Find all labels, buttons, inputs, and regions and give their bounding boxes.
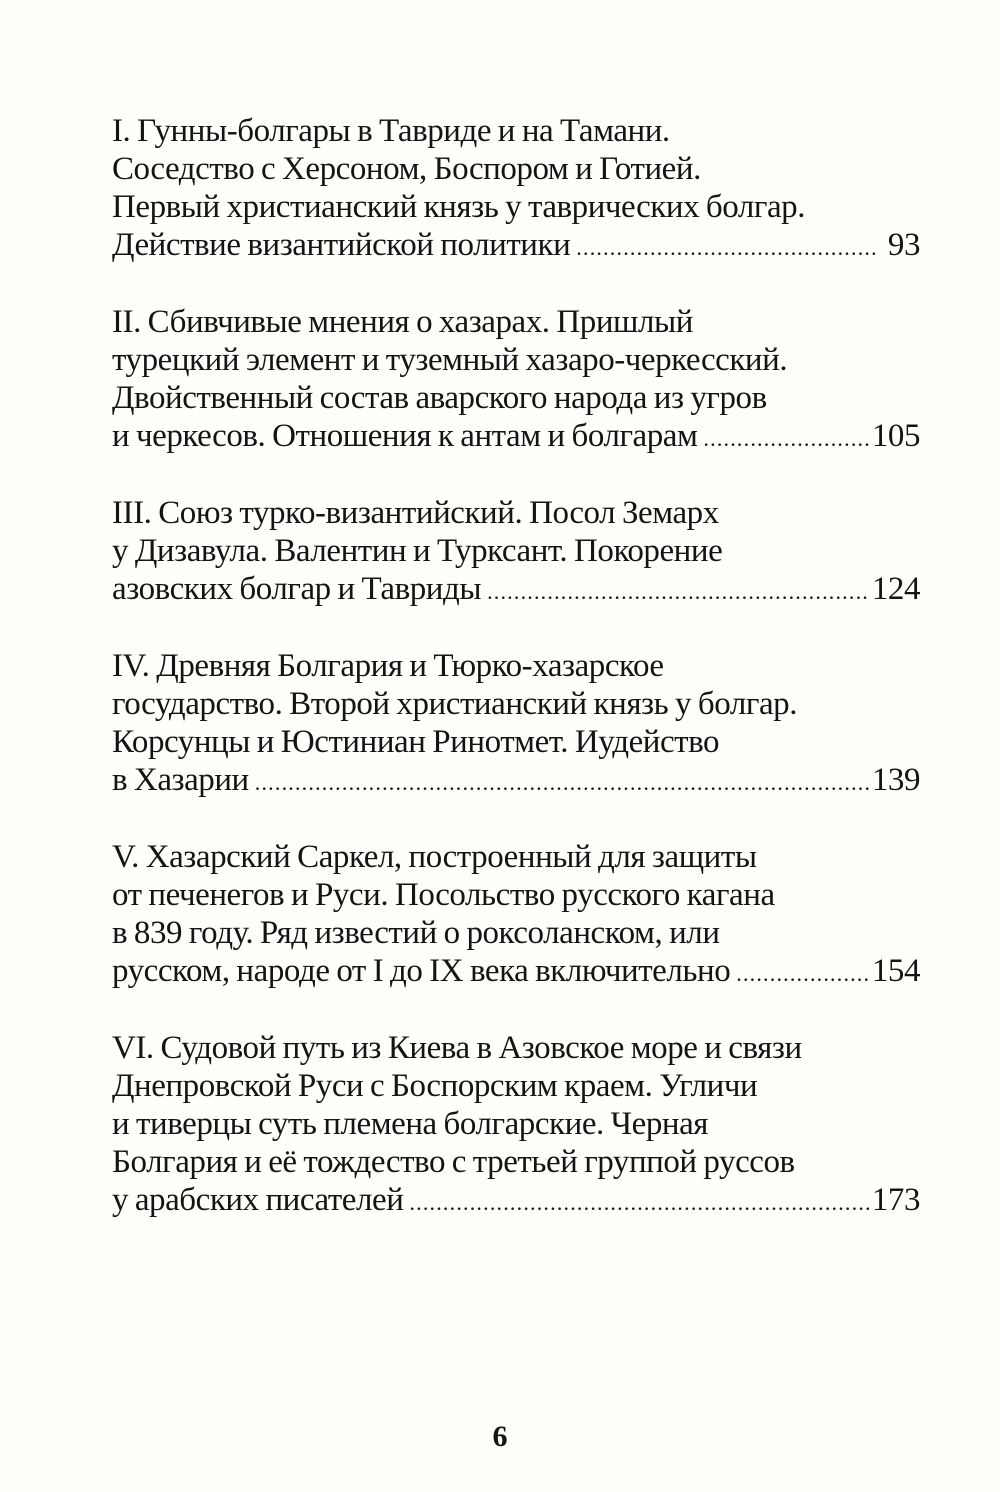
toc-entry-2 <box>112 303 920 455</box>
toc-line: IV. Древняя Болгария и Тюрко-хазарское <box>112 648 664 684</box>
toc-last-line <box>112 1181 920 1219</box>
toc-line: Болгария и её тождество с третьей группой руссов <box>112 1144 795 1180</box>
dot-leader <box>487 573 870 611</box>
toc-last-line <box>112 226 920 264</box>
toc-line: турецкий элемент и туземный хазаро-черкесский. <box>112 342 788 378</box>
toc-line: I. Гунны-болгары в Тавриде и на Тамани. <box>112 113 670 149</box>
toc-line: VI. Судовой путь из Киева в Азовское море и связи <box>112 1030 802 1066</box>
toc-line: Двойственный состав аварского народа из угров <box>112 380 767 416</box>
toc-line: у Дизавула. Валентин и Турксант. Покорение <box>112 533 723 569</box>
toc-line: в Хазарии <box>112 762 249 798</box>
toc-line: у арабских писателей <box>112 1182 404 1218</box>
dot-leader <box>409 1184 869 1222</box>
toc-entry-5 <box>112 838 920 990</box>
toc-line: Соседство с Херсоном, Боспором и Готией. <box>112 151 701 187</box>
toc-line: азовских болгар и Тавриды <box>112 571 482 607</box>
toc-line: Действие византийской политики <box>112 227 571 263</box>
toc-entry-1 <box>112 112 920 264</box>
toc-last-line <box>112 417 920 455</box>
toc-line: V. Хазарский Саркел, построенный для защиты <box>112 839 757 875</box>
toc-page-number: 139 <box>871 762 920 798</box>
toc-line: и черкесов. Отношения к антам и болгарам <box>112 418 698 454</box>
toc-line: государство. Второй христианский князь у болгар. <box>112 686 797 722</box>
toc-page-number: 93 <box>887 227 920 263</box>
toc-page-number: 154 <box>871 953 920 989</box>
toc-line: Первый христианский князь у таврических болгар. <box>112 189 806 225</box>
toc-last-line <box>112 570 920 608</box>
toc-page-number: 173 <box>871 1182 920 1218</box>
dot-leader <box>255 764 870 802</box>
toc-line: и тиверцы суть племена болгарские. Черная <box>112 1106 709 1142</box>
toc-entry-3 <box>112 494 920 608</box>
toc-entry-6 <box>112 1029 920 1219</box>
toc-last-line <box>112 761 920 799</box>
toc-page-number: 124 <box>871 571 920 607</box>
toc-last-line <box>112 952 920 990</box>
toc-line: в 839 году. Ряд известий о роксоланском, или <box>112 915 720 951</box>
page-number: 6 <box>492 1420 508 1453</box>
toc-line: Днепровской Руси с Боспорским краем. Угличи <box>112 1068 758 1104</box>
toc-line: Корсунцы и Юстиниан Ринотмет. Иудейство <box>112 724 720 760</box>
dot-leader <box>736 955 870 993</box>
toc-line: II. Сбивчивые мнения о хазарах. Пришлый <box>112 304 693 340</box>
dot-leader <box>576 229 878 267</box>
toc-line: III. Союз турко-византийский. Посол Земарх <box>112 495 719 531</box>
toc-line: от печенегов и Руси. Посольство русского кагана <box>112 877 775 913</box>
toc-entry-4 <box>112 647 920 799</box>
table-of-contents <box>112 112 920 1258</box>
toc-line: русском, народе от I до IX века включительно <box>112 953 731 989</box>
dot-leader <box>703 420 869 458</box>
toc-page-number: 105 <box>871 418 920 454</box>
